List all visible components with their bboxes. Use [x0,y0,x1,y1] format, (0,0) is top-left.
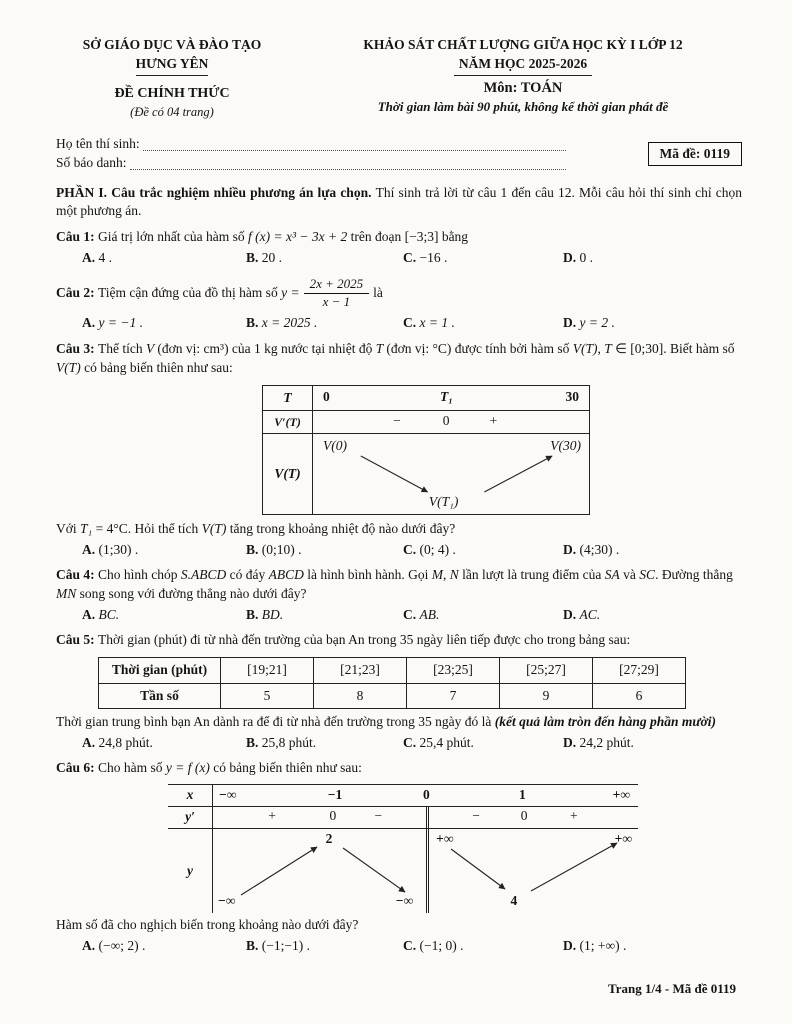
q4-option-a: A. BC. [82,606,120,622]
question-2 [56,274,742,333]
q5-table-header-row [99,657,686,683]
q5-option-d: D. 24,2 phút. [563,734,634,750]
q5-freq-1: 5 [221,683,314,709]
q6-y-pinf-after0: +∞ [436,831,454,847]
q2-option-d: D. y = 2 . [563,315,615,331]
student-id-line [56,154,568,173]
q6-bbt-label-yprime: y′ [168,807,213,828]
q5-th-label: Thời gian (phút) [99,657,221,683]
q3-variation-table [262,385,590,515]
student-name-field [143,150,566,151]
student-id-label: Số báo danh: [56,155,127,171]
q5-option-a: A. 24,8 phút. [82,734,153,750]
q3-bbt-sign-minus: − [393,413,401,429]
question-3-subtext: Với T₁ = 4°C. Hỏi thể tích V(T) tăng trong khoảng nhiệt độ nào dưới đây? [56,521,456,537]
exam-title-block [304,36,742,121]
student-name-label: Họ tên thí sinh: [56,136,140,152]
q6-yp-plus2: + [570,808,578,824]
official-exam-label: ĐỀ CHÍNH THỨC [114,86,230,102]
q6-option-c: C. (−1; 0) . [403,937,464,953]
q5-table-frequency-row [99,683,686,709]
question-6-text: Câu 6: Cho hàm số y = f (x) có bảng biến thiên như sau: [56,760,362,776]
q3-option-a: A. (1;30) . [82,541,139,557]
q6-x-m1: −1 [327,787,343,803]
q6-bbt-arrows [213,829,638,913]
q6-yp-minus2: − [472,808,480,824]
student-name-line [56,135,568,154]
q1-option-c: C. −16 . [403,249,448,265]
exam-code-badge: Mã đề: 0119 [648,142,743,167]
q6-variation-table [168,784,638,913]
q2-option-a: A. y = −1 . [82,315,143,331]
q5-frequency-table [98,657,686,709]
q3-bbt-sign-zero: 0 [442,413,450,429]
q6-bbt-row-x [168,785,638,807]
q3-bbt-row-derivative [263,411,589,434]
subject-line: Môn: TOÁN [483,80,563,97]
q5-freq-3: 7 [407,683,500,709]
q3-option-c: C. (0; 4) . [403,541,456,557]
q5-freq-5: 6 [593,683,686,709]
duration-line: Thời gian làm bài 90 phút, không kể thời gian phát đề [377,99,669,115]
q6-x-1: 1 [519,787,526,803]
q6-yp-discontinuity-bar [426,807,429,828]
q6-option-a: A. (−∞; 2) . [82,937,146,953]
exam-title: KHẢO SÁT CHẤT LƯỢNG GIỮA HỌC KỲ I LỚP 12 [363,37,683,52]
q6-bbt-row-y [168,829,638,913]
q3-bbt-T-30: 30 [565,389,579,405]
q3-option-b: B. (0;10) . [246,541,302,557]
header-divider-right [454,75,592,76]
question-5-options [56,734,742,753]
q2-fraction [304,277,370,310]
student-fields [56,135,568,173]
q5-freq-label: Tần số [99,683,221,709]
q5-option-c: C. 25,4 phút. [403,734,474,750]
q5-th-1: [19;21] [221,657,314,683]
q2-text-post: là [373,285,383,300]
q5-freq-4: 9 [500,683,593,709]
page-footer: Trang 1/4 - Mã đề 0119 [608,981,736,997]
q6-yp-zero1: 0 [329,808,337,824]
pages-note: (Đề có 04 trang) [130,104,214,119]
q3-bbt-arrows [313,434,589,514]
q2-text-pre: Câu 2: Tiệm cận đứng của đồ thị hàm số y = [56,285,300,300]
q3-bbt-row-V [263,434,589,514]
question-6-options [56,937,742,956]
issuer-name: SỞ GIÁO DỤC VÀ ĐÀO TẠO [82,37,262,52]
q3-bbt-T-0: 0 [323,389,330,405]
q5-freq-2: 8 [314,683,407,709]
q6-y-max2: 2 [325,831,333,847]
q3-bbt-V0: V(0) [323,438,347,454]
exam-header [56,36,742,121]
part1-intro: PHẦN I. Câu trắc nghiệm nhiều phương án lựa chọn. Thí sinh trả lời từ câu 1 đến câu 12. Mỗi câu hỏi thí sinh chỉ chọn một phương án. [56,184,743,219]
q5-th-5: [27;29] [593,657,686,683]
q1-option-b: B. 20 . [246,249,283,265]
q3-bbt-label-Vprime: V′(T) [263,411,313,433]
question-4-options [56,606,742,625]
q3-bbt-label-V: V(T) [263,434,313,514]
q6-y-min4: 4 [510,893,518,909]
q3-bbt-VT1: V(T₁) [428,493,459,509]
question-1 [56,228,742,267]
school-year: NĂM HỌC 2025-2026 [458,55,588,71]
question-4 [56,566,742,624]
student-info [56,135,742,173]
q4-option-d: D. AC. [563,606,601,622]
q6-yp-plus1: + [268,808,276,824]
question-6 [56,759,742,955]
question-3 [56,340,742,560]
q5-option-b: B. 25,8 phút. [246,734,317,750]
issuer-province: HƯNG YÊN [135,55,209,71]
q3-bbt-row-T [263,386,589,411]
q4-option-b: B. BD. [246,606,284,622]
q3-option-d: D. (4;30) . [563,541,620,557]
q2-fraction-numerator: 2x + 2025 [304,277,370,294]
q6-bbt-row-derivative [168,807,638,829]
question-3-options [56,541,742,560]
q6-y-ninf-before0: −∞ [395,893,414,909]
q6-option-d: D. (1; +∞) . [563,937,627,953]
q2-option-c: C. x = 1 . [403,315,455,331]
q6-x-0: 0 [422,787,430,803]
q6-yp-minus1: − [374,808,383,824]
q3-bbt-T-T1: T₁ [439,389,453,405]
q5-th-2: [21;23] [314,657,407,683]
q1-option-d: D. 0 . [563,249,593,265]
q6-option-b: B. (−1;−1) . [246,937,310,953]
q4-option-c: C. AB. [403,606,440,622]
student-id-field [130,169,567,170]
question-1-text: Câu 1: Giá trị lớn nhất của hàm số f (x) = x³ − 3x + 2 trên đoạn [−3;3] bằng [56,229,469,245]
question-5-text: Câu 5: Thời gian (phút) đi từ nhà đến trường của bạn An trong 35 ngày liên tiếp được cho trong bảng sau: [56,632,631,648]
question-5 [56,631,742,752]
q6-y-ninf-left: −∞ [218,893,236,909]
issuer-block [56,36,288,121]
question-2-options [56,314,742,333]
question-2-text [56,274,742,312]
q6-x-pinf: +∞ [612,787,630,803]
q5-th-4: [25;27] [500,657,593,683]
question-6-subtext: Hàm số đã cho nghịch biến trong khoảng nào dưới đây? [56,917,359,933]
question-4-text: Câu 4: Cho hình chóp S.ABCD có đáy ABCD là hình bình hành. Gọi M, N lần lượt là trung điểm của SA và SC. Đường thẳng MN song song với đường thẳng nào dưới đây? [56,567,733,602]
header-divider-left [136,75,208,76]
q1-option-a: A. 4 . [82,249,112,265]
q6-y-pinf-right: +∞ [614,831,632,847]
q3-bbt-V30: V(30) [550,438,581,454]
q5-th-3: [23;25] [407,657,500,683]
q2-option-b: B. x = 2025 . [246,315,318,331]
question-5-subtext: Thời gian trung bình bạn An dành ra để đi từ nhà đến trường trong 35 ngày đó là (kết quả làm tròn đến hàng phần mười) [56,714,716,730]
q6-yp-zero2: 0 [520,808,528,824]
q3-bbt-label-T: T [263,386,313,410]
q6-bbt-label-x: x [168,785,213,806]
q6-bbt-label-y: y [168,829,213,913]
q6-x-ninf: −∞ [219,787,237,803]
question-1-options [56,249,742,268]
q3-bbt-sign-plus: + [489,413,498,429]
q2-fraction-denominator: x − 1 [322,293,351,309]
question-3-text: Câu 3: Thể tích V (đơn vị: cm³) của 1 kg nước tại nhiệt độ T (đơn vị: °C) được tính bởi hàm số V(T), T ∈ [0;30]. Biết hàm số V(T) có bảng biến thiên như sau: [56,340,735,375]
